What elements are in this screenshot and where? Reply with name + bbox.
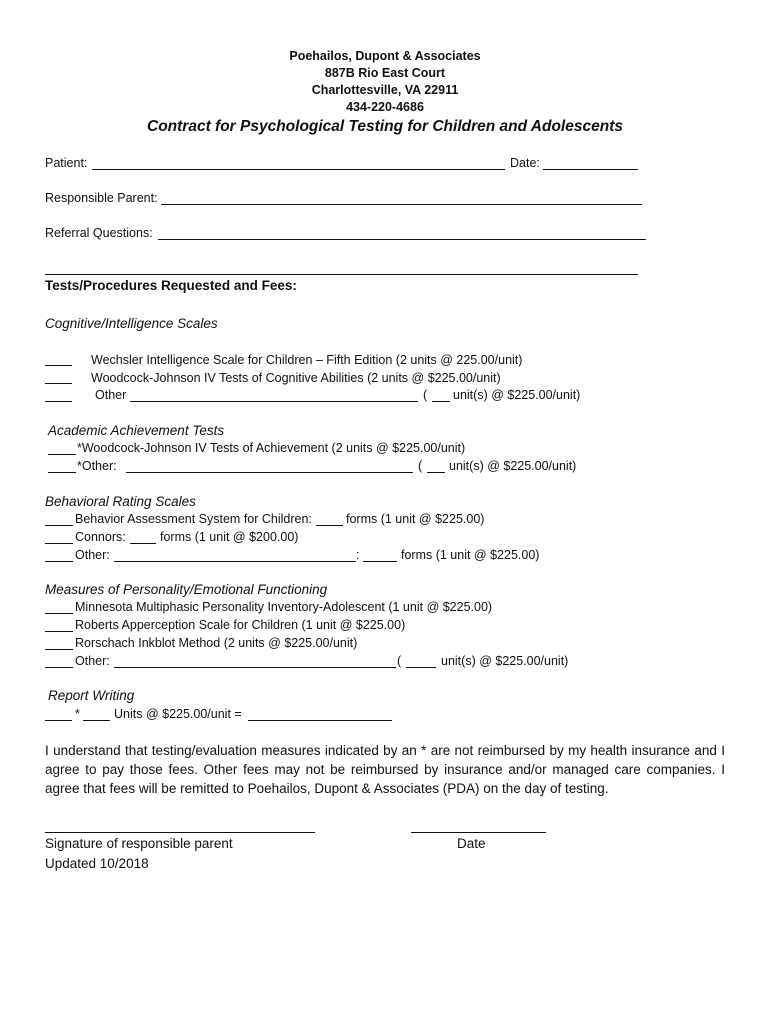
roberts-item: Roberts Apperception Scale for Children (1 unit @ $225.00): [75, 618, 406, 632]
updated-note: Updated 10/2018: [45, 856, 149, 871]
cog-other-units-field[interactable]: [432, 401, 450, 402]
pers-other-field[interactable]: [114, 667, 396, 668]
document-title: Contract for Psychological Testing for Children and Adolescents: [147, 118, 623, 135]
ach-other-rate: unit(s) @ $225.00/unit): [449, 459, 577, 473]
cog-other-field[interactable]: [130, 401, 418, 402]
report-checkbox-line[interactable]: [45, 720, 72, 721]
cog-other-checkbox-line[interactable]: [45, 401, 72, 402]
beh-other-rate: forms (1 unit @ $225.00): [401, 548, 540, 562]
responsible-parent-field[interactable]: [161, 204, 642, 205]
personality-heading: Measures of Personality/Emotional Functioning: [45, 582, 328, 597]
beh-other-forms-field[interactable]: [363, 561, 397, 562]
beh-other-checkbox-line[interactable]: [45, 561, 73, 562]
cog-other-rate: unit(s) @ $225.00/unit): [453, 388, 581, 402]
responsible-parent-label: Responsible Parent:: [45, 191, 158, 205]
report-heading: Report Writing: [48, 688, 135, 703]
ach-other-label: *Other:: [77, 459, 117, 473]
signature-date-label: Date: [457, 836, 486, 851]
pers-other-checkbox-line[interactable]: [45, 667, 73, 668]
beh-other-label: Other:: [75, 548, 110, 562]
connors-item: Connors:: [75, 530, 126, 544]
rorschach-item: Rorschach Inkblot Method (2 units @ $225.00/unit): [75, 636, 358, 650]
referral-questions-field-2[interactable]: [45, 274, 638, 275]
report-star: *: [75, 707, 80, 721]
ach-other-field[interactable]: [126, 472, 413, 473]
firm-name: Poehailos, Dupont & Associates: [289, 49, 481, 63]
wisc-item: Wechsler Intelligence Scale for Children – Fifth Edition (2 units @ 225.00/unit): [91, 353, 523, 367]
ach-other-paren: (: [418, 459, 423, 473]
wisc-checkbox-line[interactable]: [45, 365, 72, 366]
connors-checkbox-line[interactable]: [45, 543, 73, 544]
pers-other-rate: unit(s) @ $225.00/unit): [441, 654, 569, 668]
ach-other-units-field[interactable]: [427, 472, 445, 473]
ach-other-checkbox-line[interactable]: [48, 472, 76, 473]
roberts-checkbox-line[interactable]: [45, 631, 73, 632]
basc-rate: forms (1 unit @ $225.00): [346, 512, 485, 526]
report-units-field[interactable]: [83, 720, 110, 721]
firm-city: Charlottesville, VA 22911: [311, 83, 459, 97]
patient-field[interactable]: [92, 169, 505, 170]
date-field[interactable]: [543, 169, 638, 170]
agreement-text: I understand that testing/evaluation measures indicated by an * are not reimbursed by my health insurance and I agree to pay those fees. Other fees may not be reimbursed by insurance and/or managed care companies. I agree that fees will be remitted to Poehailos, Dupont & Associates (PDA) on the day of testing.: [45, 743, 725, 796]
signature-line[interactable]: [45, 832, 315, 833]
signature-label: Signature of responsible parent: [45, 836, 233, 851]
report-total-field[interactable]: [248, 720, 392, 721]
signature-date-line[interactable]: [411, 832, 546, 833]
pers-other-paren: (: [397, 654, 402, 668]
cog-other-paren: (: [423, 388, 428, 402]
beh-other-field[interactable]: [114, 561, 356, 562]
wj-ach-checkbox-line[interactable]: [48, 454, 76, 455]
referral-questions-field[interactable]: [158, 239, 646, 240]
pers-other-units-field[interactable]: [406, 667, 436, 668]
wj-cog-checkbox-line[interactable]: [45, 383, 72, 384]
wj-cog-item: Woodcock-Johnson IV Tests of Cognitive Abilities (2 units @ $225.00/unit): [91, 371, 501, 385]
basc-item: Behavior Assessment System for Children:: [75, 512, 312, 526]
mmpi-checkbox-line[interactable]: [45, 613, 73, 614]
patient-label: Patient:: [45, 156, 88, 170]
firm-phone: 434-220-4686: [346, 100, 424, 114]
rorschach-checkbox-line[interactable]: [45, 649, 73, 650]
cog-other-label: Other: [95, 388, 127, 402]
behavioral-heading: Behavioral Rating Scales: [45, 494, 196, 509]
pers-other-label: Other:: [75, 654, 110, 668]
referral-questions-label: Referral Questions:: [45, 226, 153, 240]
connors-rate: forms (1 unit @ $200.00): [160, 530, 299, 544]
connors-forms-field[interactable]: [130, 543, 156, 544]
firm-street: 887B Rio East Court: [324, 66, 446, 80]
tests-heading: Tests/Procedures Requested and Fees:: [45, 278, 297, 293]
mmpi-item: Minnesota Multiphasic Personality Inventory-Adolescent (1 unit @ $225.00): [75, 600, 493, 614]
achievement-heading: Academic Achievement Tests: [48, 423, 225, 438]
report-rate: Units @ $225.00/unit =: [114, 707, 242, 721]
cognitive-heading: Cognitive/Intelligence Scales: [45, 316, 218, 331]
date-label: Date:: [510, 156, 540, 170]
beh-other-colon: :: [356, 548, 360, 562]
basc-forms-field[interactable]: [316, 525, 343, 526]
basc-checkbox-line[interactable]: [45, 525, 73, 526]
wj-ach-item: *Woodcock-Johnson IV Tests of Achievement (2 units @ $225.00/unit): [77, 441, 466, 455]
